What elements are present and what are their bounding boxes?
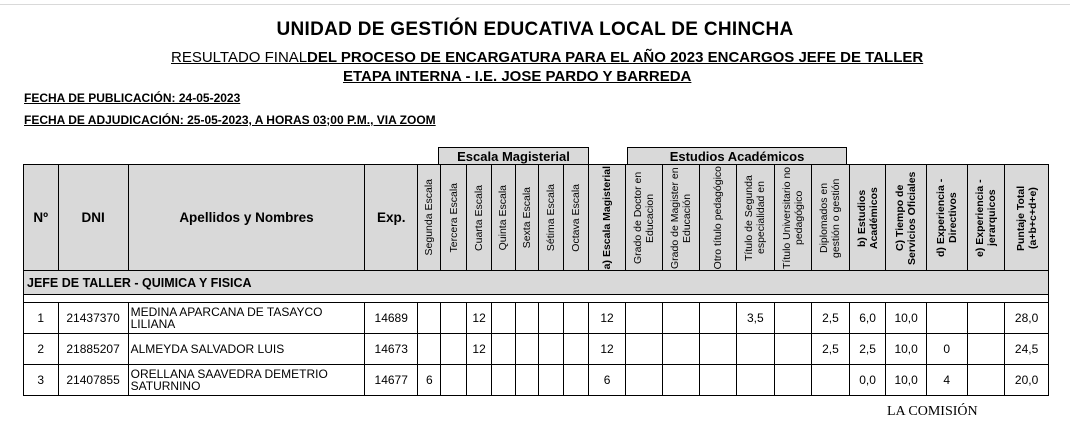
cell-name: MEDINA APARCANA DE TASAYCO LILIANA xyxy=(128,303,365,334)
top-border-line xyxy=(0,4,1070,5)
cell-b-estudios: 6,0 xyxy=(849,303,886,334)
cell-cuarta: 12 xyxy=(466,303,491,334)
cell-sexta xyxy=(515,303,538,334)
group-header-estudios: Estudios Académicos xyxy=(627,147,847,165)
col-header-segunda-escala: Segunda Escala xyxy=(418,165,441,271)
cell-e-exp xyxy=(967,303,1005,334)
cell-segunda: 6 xyxy=(418,365,441,396)
col-header-num: Nº xyxy=(24,165,59,271)
cell-sexta xyxy=(515,365,538,396)
col-header-quinta-escala: Quinta Escala xyxy=(492,165,515,271)
cell-octava xyxy=(564,334,588,365)
cell-exp: 14673 xyxy=(365,334,418,365)
section-title: JEFE DE TALLER - QUIMICA Y FISICA xyxy=(24,271,1049,295)
col-header-octava-escala: Octava Escala xyxy=(564,165,588,271)
cell-tercera xyxy=(441,365,466,396)
cell-segunda-esp: 3,5 xyxy=(737,303,775,334)
cell-c-tiempo: 10,0 xyxy=(886,334,927,365)
cell-otro xyxy=(700,365,737,396)
table-row xyxy=(24,365,1049,396)
cell-doctor xyxy=(626,365,663,396)
col-header-otro-titulo: Otro título pedagógico xyxy=(700,165,737,271)
cell-exp: 14677 xyxy=(365,365,418,396)
cell-total: 28,0 xyxy=(1005,303,1049,334)
table-row xyxy=(24,334,1049,365)
cell-quinta xyxy=(492,365,515,396)
cell-cuarta: 12 xyxy=(466,334,491,365)
col-header-cuarta-escala: Cuarta Escala xyxy=(466,165,491,271)
cell-tercera xyxy=(441,303,466,334)
cell-segunda-esp xyxy=(737,365,775,396)
cell-magister xyxy=(662,303,700,334)
cell-tercera xyxy=(441,334,466,365)
cell-diplomados: 2,5 xyxy=(812,303,850,334)
cell-diplomados xyxy=(812,365,850,396)
commission-signature-label: LA COMISIÓN xyxy=(887,404,978,419)
cell-dni: 21437370 xyxy=(58,303,128,334)
col-header-tercera-escala: Tercera Escala xyxy=(441,165,466,271)
col-header-d-experiencia: d) Experiencia - Directivos xyxy=(926,165,967,271)
cell-e-exp xyxy=(967,334,1005,365)
cell-doctor xyxy=(626,334,663,365)
cell-otro xyxy=(700,303,737,334)
cell-c-tiempo: 10,0 xyxy=(886,303,927,334)
cell-univ xyxy=(774,303,812,334)
col-header-exp: Exp. xyxy=(365,165,418,271)
cell-octava xyxy=(564,303,588,334)
cell-a-escala: 6 xyxy=(588,365,626,396)
cell-name: ALMEYDA SALVADOR LUIS xyxy=(128,334,365,365)
cell-c-tiempo: 10,0 xyxy=(886,365,927,396)
process-title-line1: DEL PROCESO DE ENCARGATURA PARA EL AÑO 2023 ENCARGOS JEFE DE TALLER xyxy=(307,49,924,66)
col-header-diplomados: Diplomados en gestión o gestión xyxy=(812,165,850,271)
group-header-escala: Escala Magisterial xyxy=(438,147,589,165)
cell-magister xyxy=(662,334,700,365)
cell-otro xyxy=(700,334,737,365)
cell-num: 3 xyxy=(24,365,59,396)
cell-segunda-esp xyxy=(737,334,775,365)
spacer-row xyxy=(24,295,1049,303)
col-header-dni: DNI xyxy=(58,165,128,271)
cell-num: 2 xyxy=(24,334,59,365)
cell-name: ORELLANA SAAVEDRA DEMETRIO SATURNINO xyxy=(128,365,365,396)
cell-magister xyxy=(662,365,700,396)
cell-d-exp xyxy=(926,303,967,334)
cell-d-exp: 0 xyxy=(926,334,967,365)
section-row xyxy=(24,271,1049,295)
col-header-puntaje-total: Puntaje Total (a+b+c+d+e) xyxy=(1005,165,1049,271)
col-header-magister: Grado de Magister en Educación xyxy=(662,165,700,271)
cell-doctor xyxy=(626,303,663,334)
col-header-c-tiempo: C) Tiempo de Servicios Oficiales xyxy=(886,165,927,271)
cell-cuarta xyxy=(466,365,491,396)
cell-diplomados: 2,5 xyxy=(812,334,850,365)
col-header-doctor: Grado de Doctor en Educacion xyxy=(626,165,663,271)
col-header-setima-escala: Sétima Escala xyxy=(538,165,563,271)
process-title-line2: ETAPA INTERNA - I.E. JOSE PARDO Y BARREDA xyxy=(343,68,692,85)
table-header-row xyxy=(24,165,1049,271)
cell-segunda xyxy=(418,303,441,334)
cell-octava xyxy=(564,365,588,396)
cell-segunda xyxy=(418,334,441,365)
cell-dni: 21407855 xyxy=(58,365,128,396)
cell-setima xyxy=(538,334,563,365)
cell-setima xyxy=(538,303,563,334)
cell-univ xyxy=(774,365,812,396)
cell-b-estudios: 2,5 xyxy=(849,334,886,365)
cell-b-estudios: 0,0 xyxy=(849,365,886,396)
cell-a-escala: 12 xyxy=(588,303,626,334)
cell-sexta xyxy=(515,334,538,365)
col-header-titulo-universitario: Título Universitario no pedagógico xyxy=(774,165,812,271)
cell-exp: 14689 xyxy=(365,303,418,334)
cell-num: 1 xyxy=(24,303,59,334)
cell-d-exp: 4 xyxy=(926,365,967,396)
col-header-b-estudios: b) Estudios Académicos xyxy=(849,165,886,271)
publication-date: FECHA DE PUBLICACIÓN: 24-05-2023 xyxy=(24,91,241,105)
col-header-name: Apellidos y Nombres xyxy=(128,165,365,271)
adjudication-date: FECHA DE ADJUDICACIÓN: 25-05-2023, A HORAS 03;00 P.M., VIA ZOOM xyxy=(24,113,436,127)
cell-e-exp xyxy=(967,365,1005,396)
col-header-segunda-especialidad: Título de Segunda especialidad en xyxy=(737,165,775,271)
result-label: RESULTADO FINAL xyxy=(171,49,308,66)
cell-total: 20,0 xyxy=(1005,365,1049,396)
cell-quinta xyxy=(492,303,515,334)
cell-setima xyxy=(538,365,563,396)
cell-univ xyxy=(774,334,812,365)
cell-a-escala: 12 xyxy=(588,334,626,365)
table-row xyxy=(24,303,1049,334)
document-title: UNIDAD DE GESTIÓN EDUCATIVA LOCAL DE CHINCHA xyxy=(276,19,794,40)
cell-dni: 21885207 xyxy=(58,334,128,365)
col-header-a-escala-magisterial: a) Escala Magisterial xyxy=(588,165,626,271)
cell-total: 24,5 xyxy=(1005,334,1049,365)
results-table xyxy=(23,164,1049,396)
col-header-sexta-escala: Sexta Escala xyxy=(515,165,538,271)
col-header-e-experiencia: e) Experiencia - jerarquicos xyxy=(967,165,1005,271)
cell-quinta xyxy=(492,334,515,365)
